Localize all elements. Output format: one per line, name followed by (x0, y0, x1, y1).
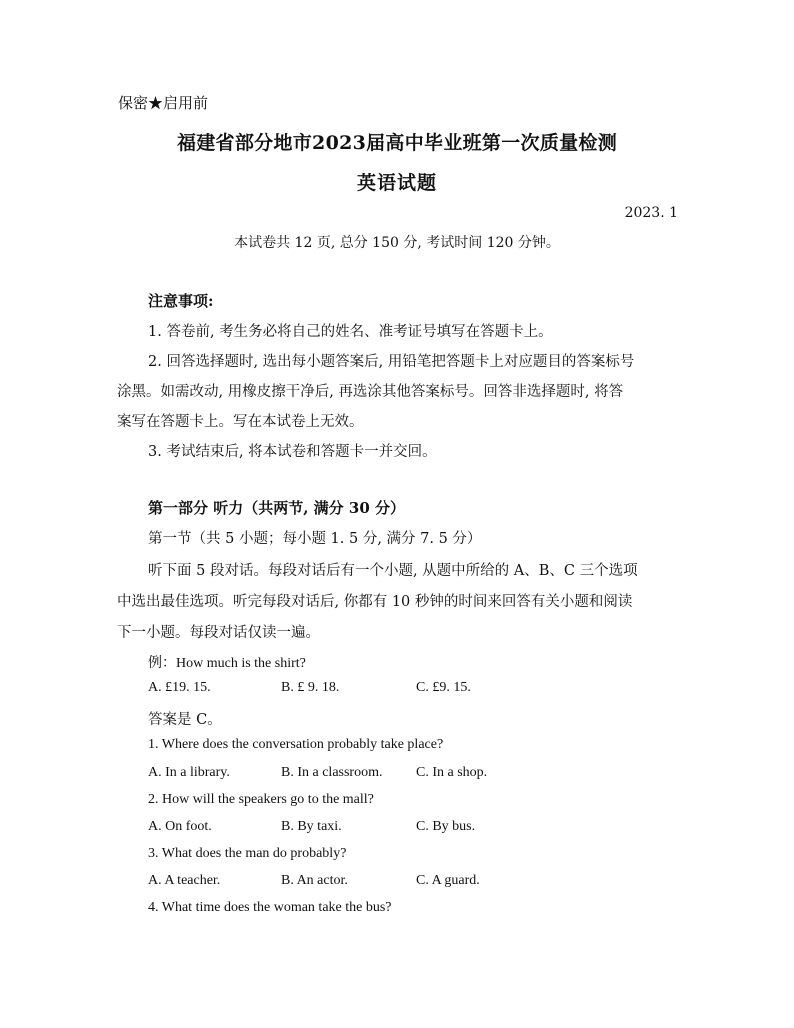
q2-option-b: B. By taxi. (281, 819, 342, 834)
question-3: 3. What does the man do probably? (148, 846, 347, 861)
exam-title: 福建省部分地市2023届高中毕业班第一次质量检测 (176, 132, 618, 154)
instruction-line: 中选出最佳选项。听完每段对话后, 你都有 10 秒钟的时间来回答有关小题和阅读 (117, 594, 633, 610)
exam-subtitle: 英语试题 (356, 172, 437, 194)
q2-option-c: C. By bus. (416, 819, 476, 834)
notes-heading: 注意事项: (148, 292, 214, 310)
example-option-c: C. £9. 15. (416, 680, 471, 695)
q3-option-a: A. A teacher. (148, 873, 221, 888)
note-line: 2. 回答选择题时, 选出每小题答案后, 用铅笔把答题卡上对应题目的答案标号 (148, 354, 635, 370)
instruction-line: 听下面 5 段对话。每段对话后有一个小题, 从题中所给的 A、B、C 三个选项 (148, 563, 638, 579)
section1-heading: 第一节（共 5 小题；每小题 1. 5 分, 满分 7. 5 分） (148, 531, 482, 547)
q3-option-c: C. A guard. (416, 873, 480, 888)
exam-date: 2023. 1 (624, 205, 678, 221)
instruction-line: 下一小题。每段对话仅读一遍。 (117, 625, 320, 641)
exam-info: 本试卷共 12 页, 总分 150 分, 考试时间 120 分钟。 (234, 235, 560, 251)
note-line: 1. 答卷前, 考生务必将自己的姓名、准考证号填写在答题卡上。 (148, 324, 553, 340)
example-option-a: A. £19. 15. (148, 680, 211, 695)
example-answer: 答案是 C。 (148, 712, 222, 728)
question-4: 4. What time does the woman take the bus? (148, 900, 392, 915)
confidential-label: 保密★启用前 (118, 94, 209, 112)
note-line: 3. 考试结束后, 将本试卷和答题卡一并交回。 (148, 444, 437, 460)
part1-heading: 第一部分 听力（共两节, 满分 30 分） (148, 499, 405, 517)
q1-option-b: B. In a classroom. (281, 765, 383, 780)
note-line: 涂黑。如需改动, 用橡皮擦干净后, 再选涂其他答案标号。回答非选择题时, 将答 (117, 384, 624, 400)
q3-option-b: B. An actor. (281, 873, 348, 888)
example-question: 例：How much is the shirt? (148, 656, 306, 671)
q2-option-a: A. On foot. (148, 819, 212, 834)
q1-option-a: A. In a library. (148, 765, 230, 780)
question-2: 2. How will the speakers go to the mall? (148, 792, 374, 807)
q1-option-c: C. In a shop. (416, 765, 488, 780)
question-1: 1. Where does the conversation probably take place? (148, 737, 444, 752)
example-option-b: B. £ 9. 18. (281, 680, 340, 695)
note-line: 案写在答题卡上。写在本试卷上无效。 (117, 414, 364, 430)
